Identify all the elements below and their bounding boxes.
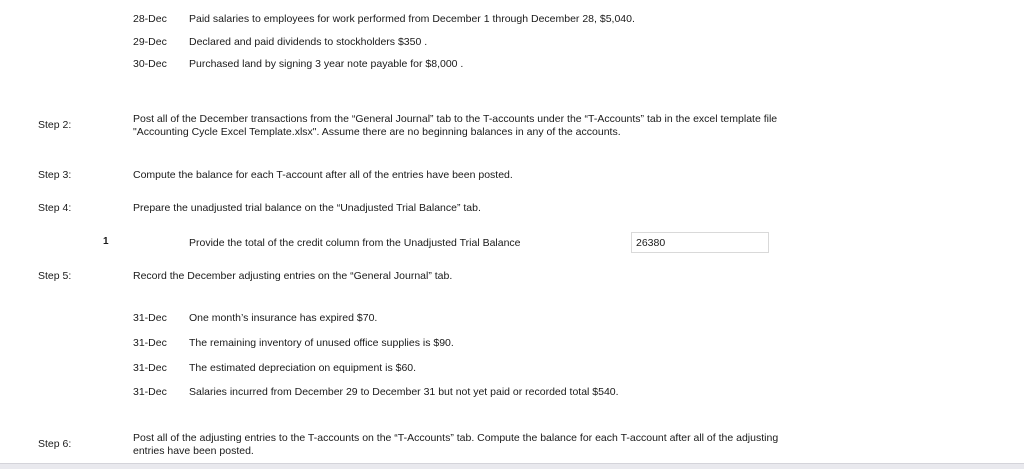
question-prompt: Provide the total of the credit column from the Unadjusted Trial Balance (189, 237, 521, 249)
adjusting-entry-description: Salaries incurred from December 29 to December 31 but not yet paid or recorded total $540. (189, 386, 619, 398)
step-6-instructions (133, 432, 853, 458)
transaction-description: Declared and paid dividends to stockholders $350 . (189, 36, 428, 48)
transaction-date: 29-Dec (133, 36, 167, 48)
step-5-instructions: Record the December adjusting entries on the “General Journal” tab. (133, 270, 453, 282)
transaction-date: 30-Dec (133, 58, 167, 70)
step-6-line-1: Post all of the adjusting entries to the T-accounts on the “T-Accounts” tab. Compute the balance for each T-account after all of the adjusting (133, 432, 779, 444)
step-2-instructions (133, 113, 833, 139)
transaction-date: 28-Dec (133, 13, 167, 25)
step-2-line-1: Post all of the December transactions from the “General Journal” tab to the T-accounts under the “T-Accounts” tab in the excel template file (133, 113, 778, 125)
step-6-line-2: entries have been posted. (133, 445, 254, 457)
step-2-line-2: "Accounting Cycle Excel Template.xlsx". Assume there are no beginning balances in any of the accounts. (133, 126, 621, 138)
bottom-divider (0, 463, 1024, 469)
transaction-description: Paid salaries to employees for work performed from December 1 through December 28, $5,040. (189, 13, 635, 25)
step-4-label: Step 4: (38, 202, 72, 214)
adjusting-entry-date: 31-Dec (133, 386, 167, 398)
step-3-instructions: Compute the balance for each T-account after all of the entries have been posted. (133, 169, 513, 181)
step-6-label: Step 6: (38, 438, 72, 450)
adjusting-entry-date: 31-Dec (133, 337, 167, 349)
question-number: 1 (103, 236, 109, 247)
adjusting-entry-date: 31-Dec (133, 362, 167, 374)
step-5-label: Step 5: (38, 270, 72, 282)
adjusting-entry-description: The estimated depreciation on equipment is $60. (189, 362, 417, 374)
step-2-label: Step 2: (38, 119, 72, 131)
transaction-description: Purchased land by signing 3 year note payable for $8,000 . (189, 58, 464, 70)
adjusting-entry-date: 31-Dec (133, 312, 167, 324)
step-3-label: Step 3: (38, 169, 72, 181)
credit-total-answer-input[interactable] (631, 232, 769, 253)
step-4-instructions: Prepare the unadjusted trial balance on the “Unadjusted Trial Balance” tab. (133, 202, 481, 214)
adjusting-entry-description: The remaining inventory of unused office supplies is $90. (189, 337, 454, 349)
adjusting-entry-description: One month’s insurance has expired $70. (189, 312, 378, 324)
